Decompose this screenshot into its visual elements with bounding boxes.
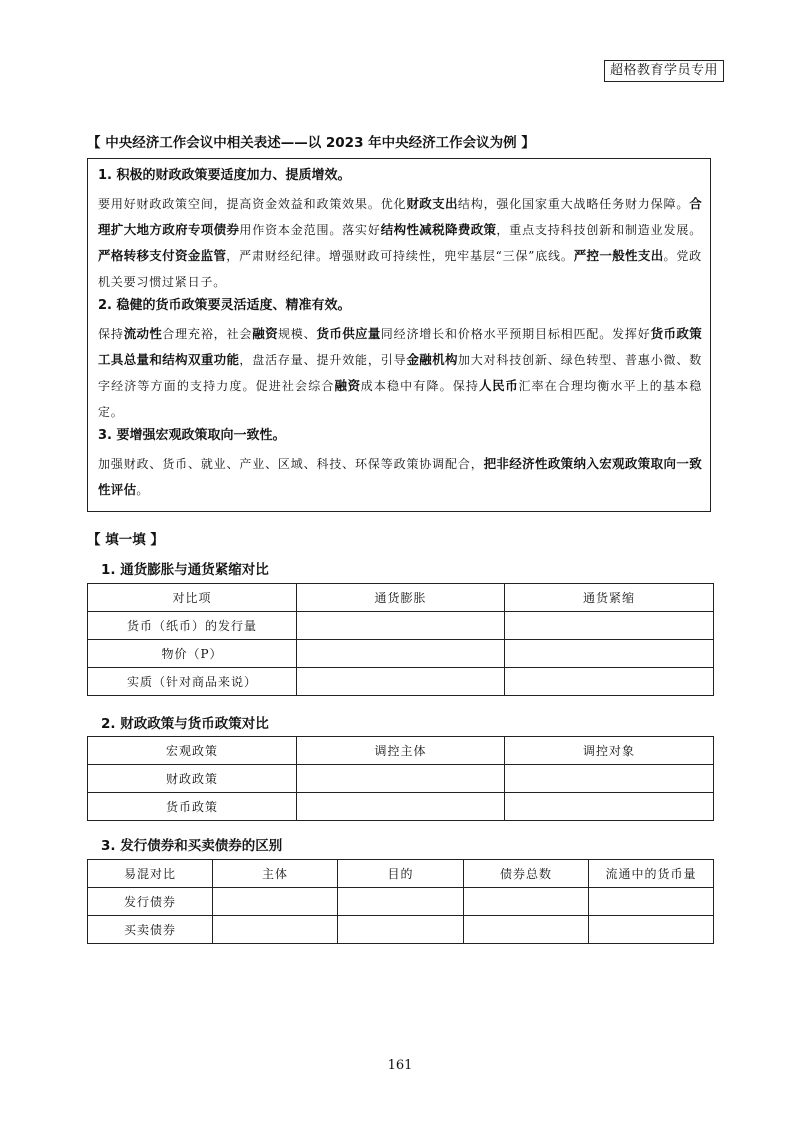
blank-cell[interactable] (464, 888, 589, 916)
blank-cell[interactable] (464, 916, 589, 944)
blank-cell[interactable] (297, 765, 505, 793)
row-label-cell: 实质（针对商品来说） (88, 668, 297, 696)
header-cell: 通货紧缩 (505, 584, 714, 612)
table-row (88, 640, 714, 668)
body-text: ，盘活存量、提升效能，引导 (239, 353, 407, 367)
table-row (88, 765, 714, 793)
header-cell: 主体 (213, 860, 338, 888)
emphasis-text: 严控一般性支出 (573, 248, 664, 263)
emphasis-text: 货币供应量 (316, 326, 381, 341)
header-cell: 调控主体 (297, 737, 505, 765)
bond-compare-table (87, 859, 714, 944)
row-label-cell: 易混对比 (88, 860, 213, 888)
emphasis-text: 财政支出 (406, 196, 458, 211)
table-row (88, 612, 714, 640)
blank-cell[interactable] (505, 793, 714, 821)
body-text: 同经济增长和价格水平预期目标相匹配。发挥好 (380, 327, 651, 341)
row-label-cell: 发行债券 (88, 888, 213, 916)
blank-cell[interactable] (589, 916, 714, 944)
row-label-cell: 对比项 (88, 584, 297, 612)
body-text: 用作资本金范围。落实好 (239, 223, 381, 237)
body-text: 合理充裕，社会 (162, 327, 253, 341)
blank-cell[interactable] (505, 640, 714, 668)
body-text: 加大对科技创新、绿色转型、普惠小微、数字经济等方面的支持力度。促进社会综合 (98, 353, 703, 393)
table-2-title: 2. 财政政策与货币政策对比 (101, 716, 269, 732)
summary-box (87, 158, 711, 512)
fiscal-monetary-table (87, 736, 714, 821)
section-body-1 (98, 191, 702, 295)
table-header-row (88, 737, 714, 765)
body-text: 。 (136, 483, 150, 497)
table-row (88, 888, 714, 916)
header-cell: 目的 (338, 860, 464, 888)
section-body-2 (98, 321, 702, 425)
body-text: 汇率在合理均衡水平上的基本稳定。 (98, 379, 703, 419)
blank-cell[interactable] (505, 765, 714, 793)
emphasis-text: 融资 (252, 326, 278, 341)
body-text: 规模、 (277, 327, 317, 341)
body-text: ，重点支持科技创新和制造业发展。 (496, 223, 702, 237)
brand-label: 超格教育学员专用 (604, 60, 724, 82)
table-header-row (88, 860, 714, 888)
emphasis-text: 严格转移支付资金监管 (98, 248, 227, 263)
section-heading-2: 2. 稳健的货币政策要灵活适度、精准有效。 (98, 298, 351, 313)
body-text: 。党政机关要习惯过紧日子。 (98, 249, 702, 289)
emphasis-text: 融资 (334, 378, 361, 393)
section-body-3 (98, 451, 702, 503)
header-cell: 流通中的货币量 (589, 860, 714, 888)
blank-cell[interactable] (297, 668, 505, 696)
row-label-cell: 物价（P） (88, 640, 297, 668)
blank-cell[interactable] (213, 888, 338, 916)
body-text: 成本稳中有降。保持 (360, 379, 480, 393)
emphasis-text: 流动性 (123, 326, 163, 341)
emphasis-text: 货币政策工具总量和结构双重功能 (98, 326, 702, 367)
blank-cell[interactable] (338, 916, 464, 944)
body-text: 保持 (98, 327, 124, 341)
emphasis-text: 金融机构 (406, 352, 458, 367)
table-3-title: 3. 发行债券和买卖债券的区别 (101, 838, 283, 854)
header-cell: 调控对象 (505, 737, 714, 765)
blank-cell[interactable] (297, 640, 505, 668)
section-heading-3: 3. 要增强宏观政策取向一致性。 (98, 428, 286, 443)
blank-cell[interactable] (589, 888, 714, 916)
table-header-row (88, 584, 714, 612)
table-row (88, 916, 714, 944)
emphasis-text: 人民币 (479, 378, 519, 393)
blank-cell[interactable] (338, 888, 464, 916)
row-label-cell: 财政政策 (88, 765, 297, 793)
header-cell: 债券总数 (464, 860, 589, 888)
emphasis-text: 合理扩大地方政府专项债券 (98, 196, 703, 237)
table-row (88, 793, 714, 821)
emphasis-text: 把非经济性政策纳入宏观政策取向一致性评估 (98, 456, 702, 497)
row-label-cell: 买卖债券 (88, 916, 213, 944)
header-cell: 通货膨胀 (297, 584, 505, 612)
page-number: 161 (387, 1058, 413, 1073)
blank-cell[interactable] (505, 612, 714, 640)
fill-title: 【 填一填 】 (87, 532, 164, 548)
body-text: 结构，强化国家重大战略任务财力保障。 (457, 197, 690, 211)
table-row (88, 668, 714, 696)
blank-cell[interactable] (297, 793, 505, 821)
blank-cell[interactable] (297, 612, 505, 640)
blank-cell[interactable] (213, 916, 338, 944)
body-text: 要用好财政政策空间，提高资金效益和政策效果。优化 (98, 197, 407, 211)
body-text: ，严肃财经纪律。增强财政可持续性，兜牢基层“三保”底线。 (226, 249, 574, 263)
row-label-cell: 货币政策 (88, 793, 297, 821)
section-heading-1: 1. 积极的财政政策要适度加力、提质增效。 (98, 168, 351, 183)
row-label-cell: 宏观政策 (88, 737, 297, 765)
body-text: 加强财政、货币、就业、产业、区域、科技、环保等政策协调配合， (98, 457, 484, 471)
table-1-title: 1. 通货膨胀与通货紧缩对比 (101, 562, 269, 578)
inflation-deflation-table (87, 583, 714, 696)
summary-title: 【 中央经济工作会议中相关表述——以 2023 年中央经济工作会议为例 】 (87, 135, 535, 151)
emphasis-text: 结构性减税降费政策 (380, 222, 497, 237)
blank-cell[interactable] (505, 668, 714, 696)
row-label-cell: 货币（纸币）的发行量 (88, 612, 297, 640)
